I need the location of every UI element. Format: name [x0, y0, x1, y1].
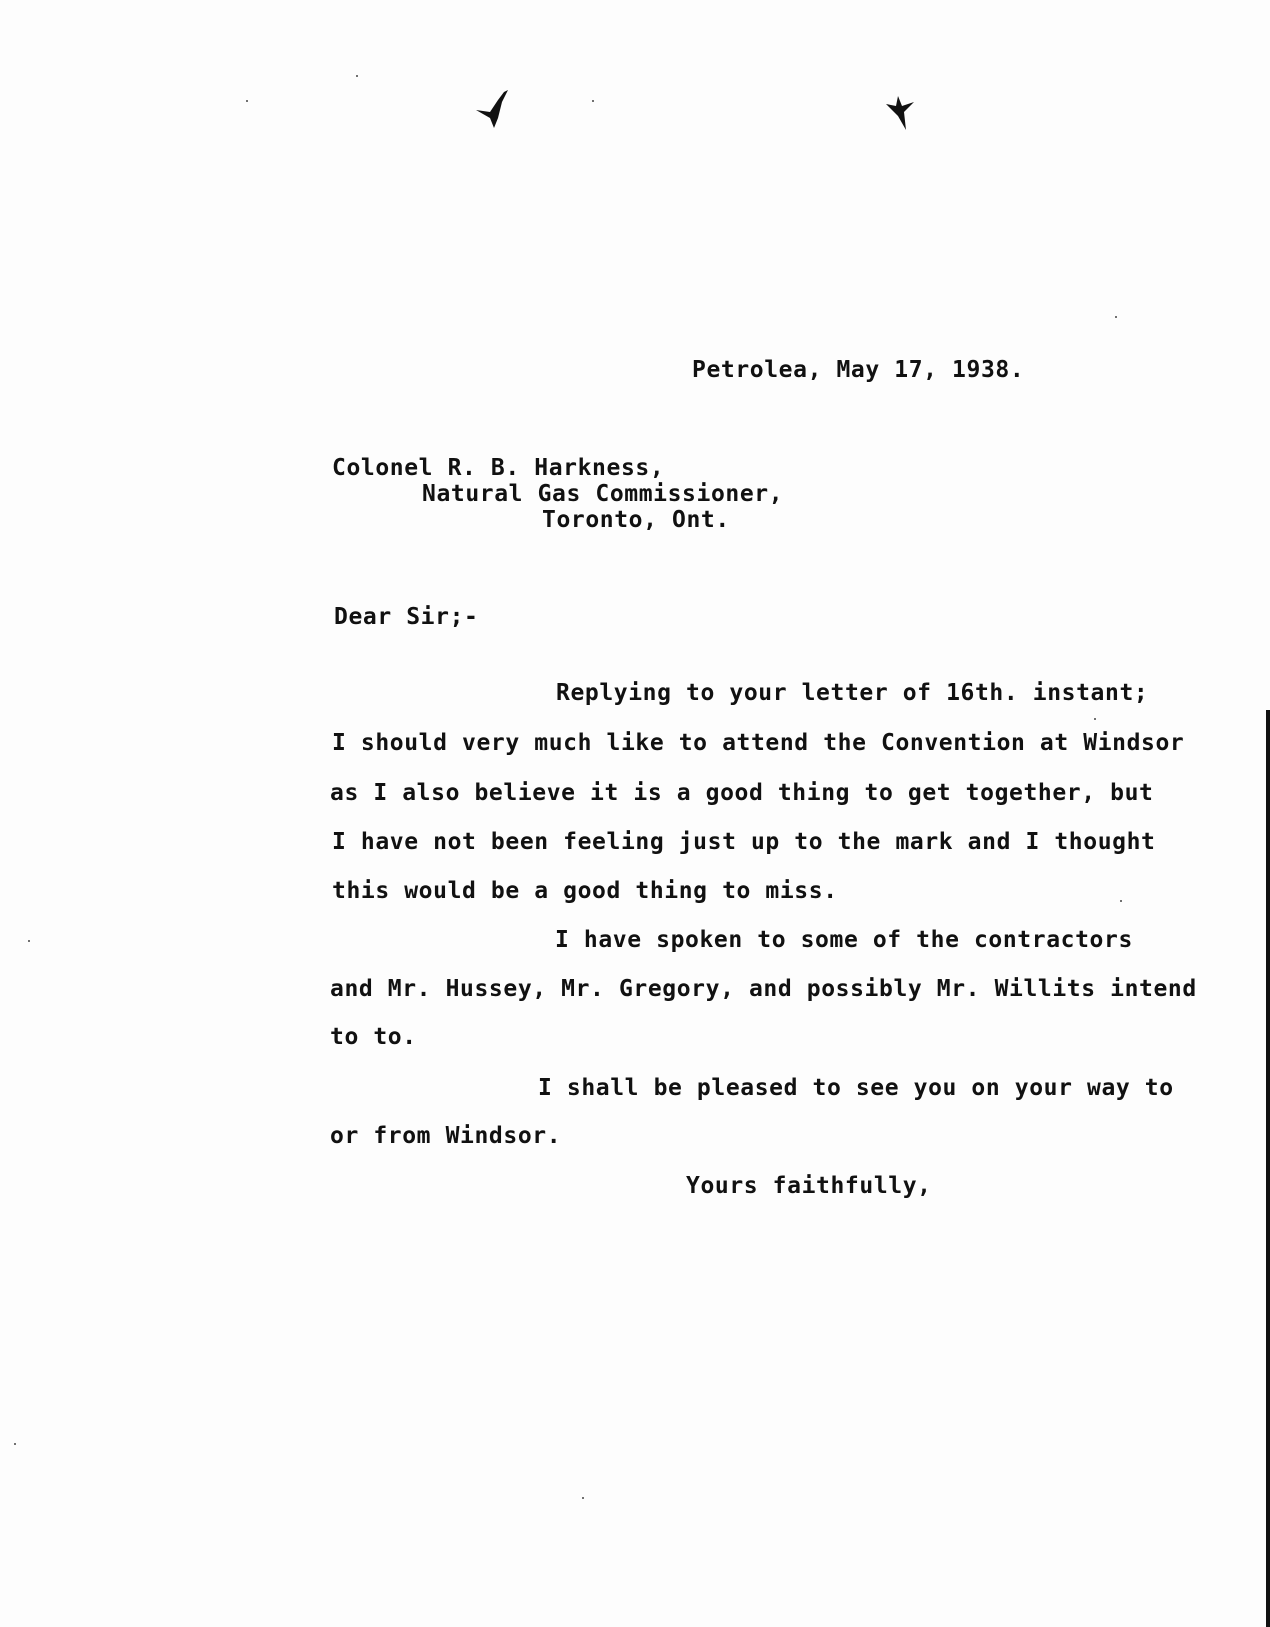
scan-speck: [28, 940, 30, 942]
scan-speck: [246, 100, 248, 102]
body-line: I should very much like to attend the Convention at Windsor: [332, 730, 1185, 756]
scan-speck: [1115, 316, 1117, 318]
body-line: or from Windsor.: [330, 1123, 562, 1149]
recipient-title: Natural Gas Commissioner,: [422, 481, 784, 507]
scan-speck: [356, 75, 358, 77]
body-line: I have not been feeling just up to the mark and I thought: [332, 829, 1156, 855]
scan-speck: [592, 100, 594, 102]
body-line: to to.: [330, 1024, 417, 1050]
body-line: Replying to your letter of 16th. instant;: [556, 680, 1149, 706]
closing: Yours faithfully,: [686, 1173, 932, 1199]
scan-speck: [14, 1443, 16, 1445]
scan-speck: [1120, 900, 1122, 902]
recipient-name: Colonel R. B. Harkness,: [332, 455, 665, 481]
scan-edge-shadow: [1266, 710, 1270, 1627]
body-line: and Mr. Hussey, Mr. Gregory, and possibly Mr. Willits intend: [330, 976, 1197, 1002]
recipient-location: Toronto, Ont.: [542, 507, 730, 533]
ink-mark-icon: [884, 94, 918, 134]
body-line: I have spoken to some of the contractors: [555, 927, 1133, 953]
scan-speck: [1094, 718, 1096, 720]
scan-speck: [582, 1497, 584, 1499]
ink-mark-icon: [474, 88, 520, 132]
body-line: this would be a good thing to miss.: [332, 878, 838, 904]
salutation: Dear Sir;-: [334, 604, 479, 630]
date-line: Petrolea, May 17, 1938.: [692, 357, 1025, 383]
body-line: I shall be pleased to see you on your way to: [538, 1075, 1174, 1101]
body-line: as I also believe it is a good thing to get together, but: [330, 780, 1154, 806]
